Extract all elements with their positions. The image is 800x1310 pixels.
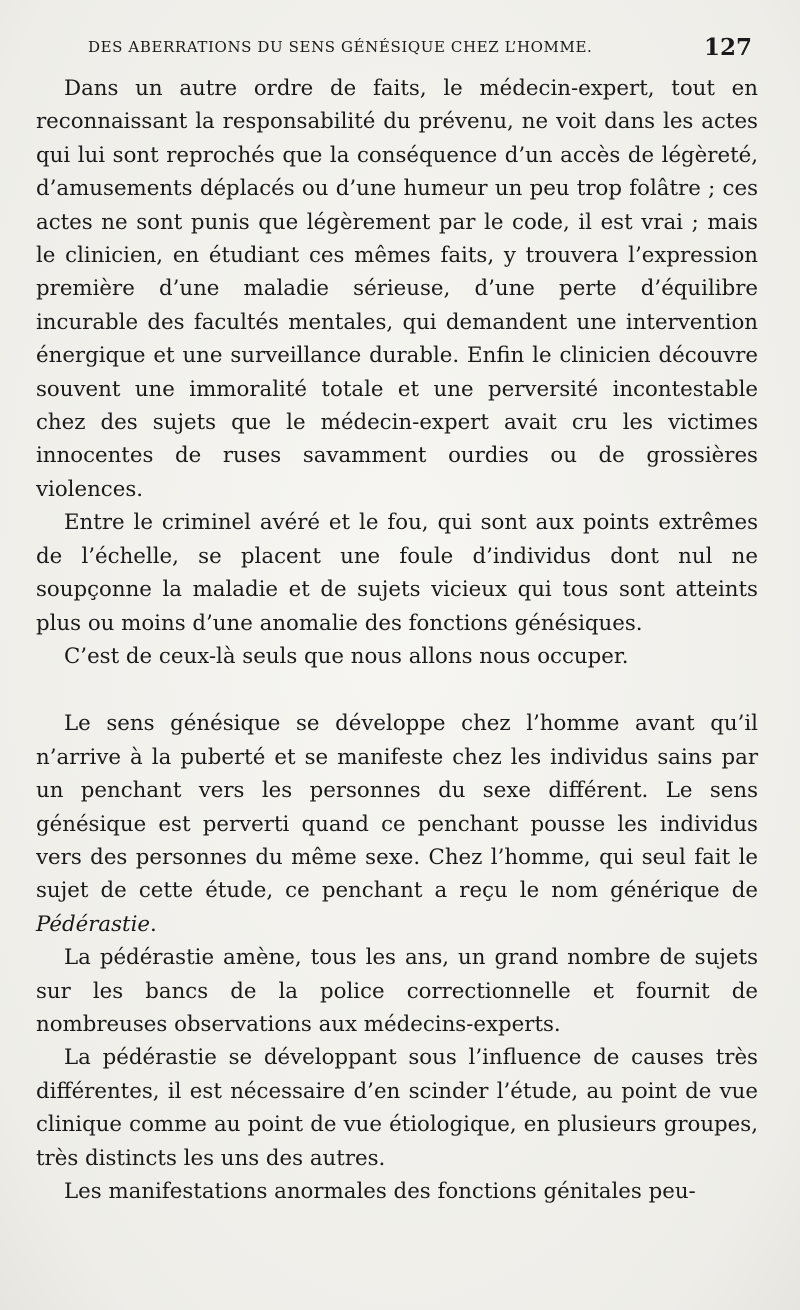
page-header	[88, 34, 760, 68]
page-number: 127	[703, 34, 752, 61]
paragraph-4-end: .	[150, 911, 157, 937]
page-body	[36, 72, 758, 1208]
paragraph-7: Les manifestations anormales des fonctions génitales peu-	[64, 1179, 696, 1204]
paragraph-3: C’est de ceux-là seuls que nous allons nous occuper.	[64, 643, 629, 669]
paragraph-1: Dans un autre ordre de faits, le médecin-expert, tout en reconnaissant la responsabilité du prévenu, ne voit dans les actes qui lui sont reprochés que la conséquence d’un accès de légèreté, d’amusements déplacés ou d’une humeur un peu trop folâtre ; ces actes ne sont punis que légèrement par le code, il est vrai ; mais le clinicien, en étudiant ces mêmes faits, y trouvera l’expression première d’une maladie sérieuse, d’une perte d’équilibre incurable des facultés mentales, qui demandent une intervention énergique et une surveillance durable. Enfin le clinicien découvre souvent une immoralité totale et une perversité incontestable chez des sujets que le médecin-expert avait cru les victimes innocentes de ruses savamment ourdies ou de grossières violences.	[36, 76, 758, 502]
paragraph-4-italic-term: Pédérastie	[36, 911, 150, 937]
paragraph-6: La pédérastie se développant sous l’influence de causes très différentes, il est nécessaire d’en scinder l’étude, au point de vue clinique comme au point de vue étiologique, en plusieurs groupes, très distincts les uns des autres.	[36, 1045, 758, 1171]
running-title: DES ABERRATIONS DU SENS GÉNÉSIQUE CHEZ L’HOMME.	[88, 38, 593, 56]
paragraph-4	[36, 707, 758, 941]
paragraph-5: La pédérastie amène, tous les ans, un grand nombre de sujets sur les bancs de la police correctionnelle et fournit de nombreuses observations aux médecins-experts.	[36, 945, 758, 1037]
paragraph-4-text: Le sens génésique se développe chez l’homme avant qu’il n’arrive à la puberté et se manifeste chez les individus sains par un penchant vers les personnes du sexe différent. Le sens génésique est perverti quand ce penchant pousse les individus vers des personnes du même sexe. Chez l’homme, qui seul fait le sujet de cette étude, ce penchant a reçu le nom générique de	[36, 711, 758, 904]
paragraph-2: Entre le criminel avéré et le fou, qui sont aux points extrêmes de l’échelle, se placent une foule d’individus dont nul ne soupçonne la maladie et de sujets vicieux qui tous sont atteints plus ou moins d’une anomalie des fonctions génésiques.	[36, 510, 758, 636]
